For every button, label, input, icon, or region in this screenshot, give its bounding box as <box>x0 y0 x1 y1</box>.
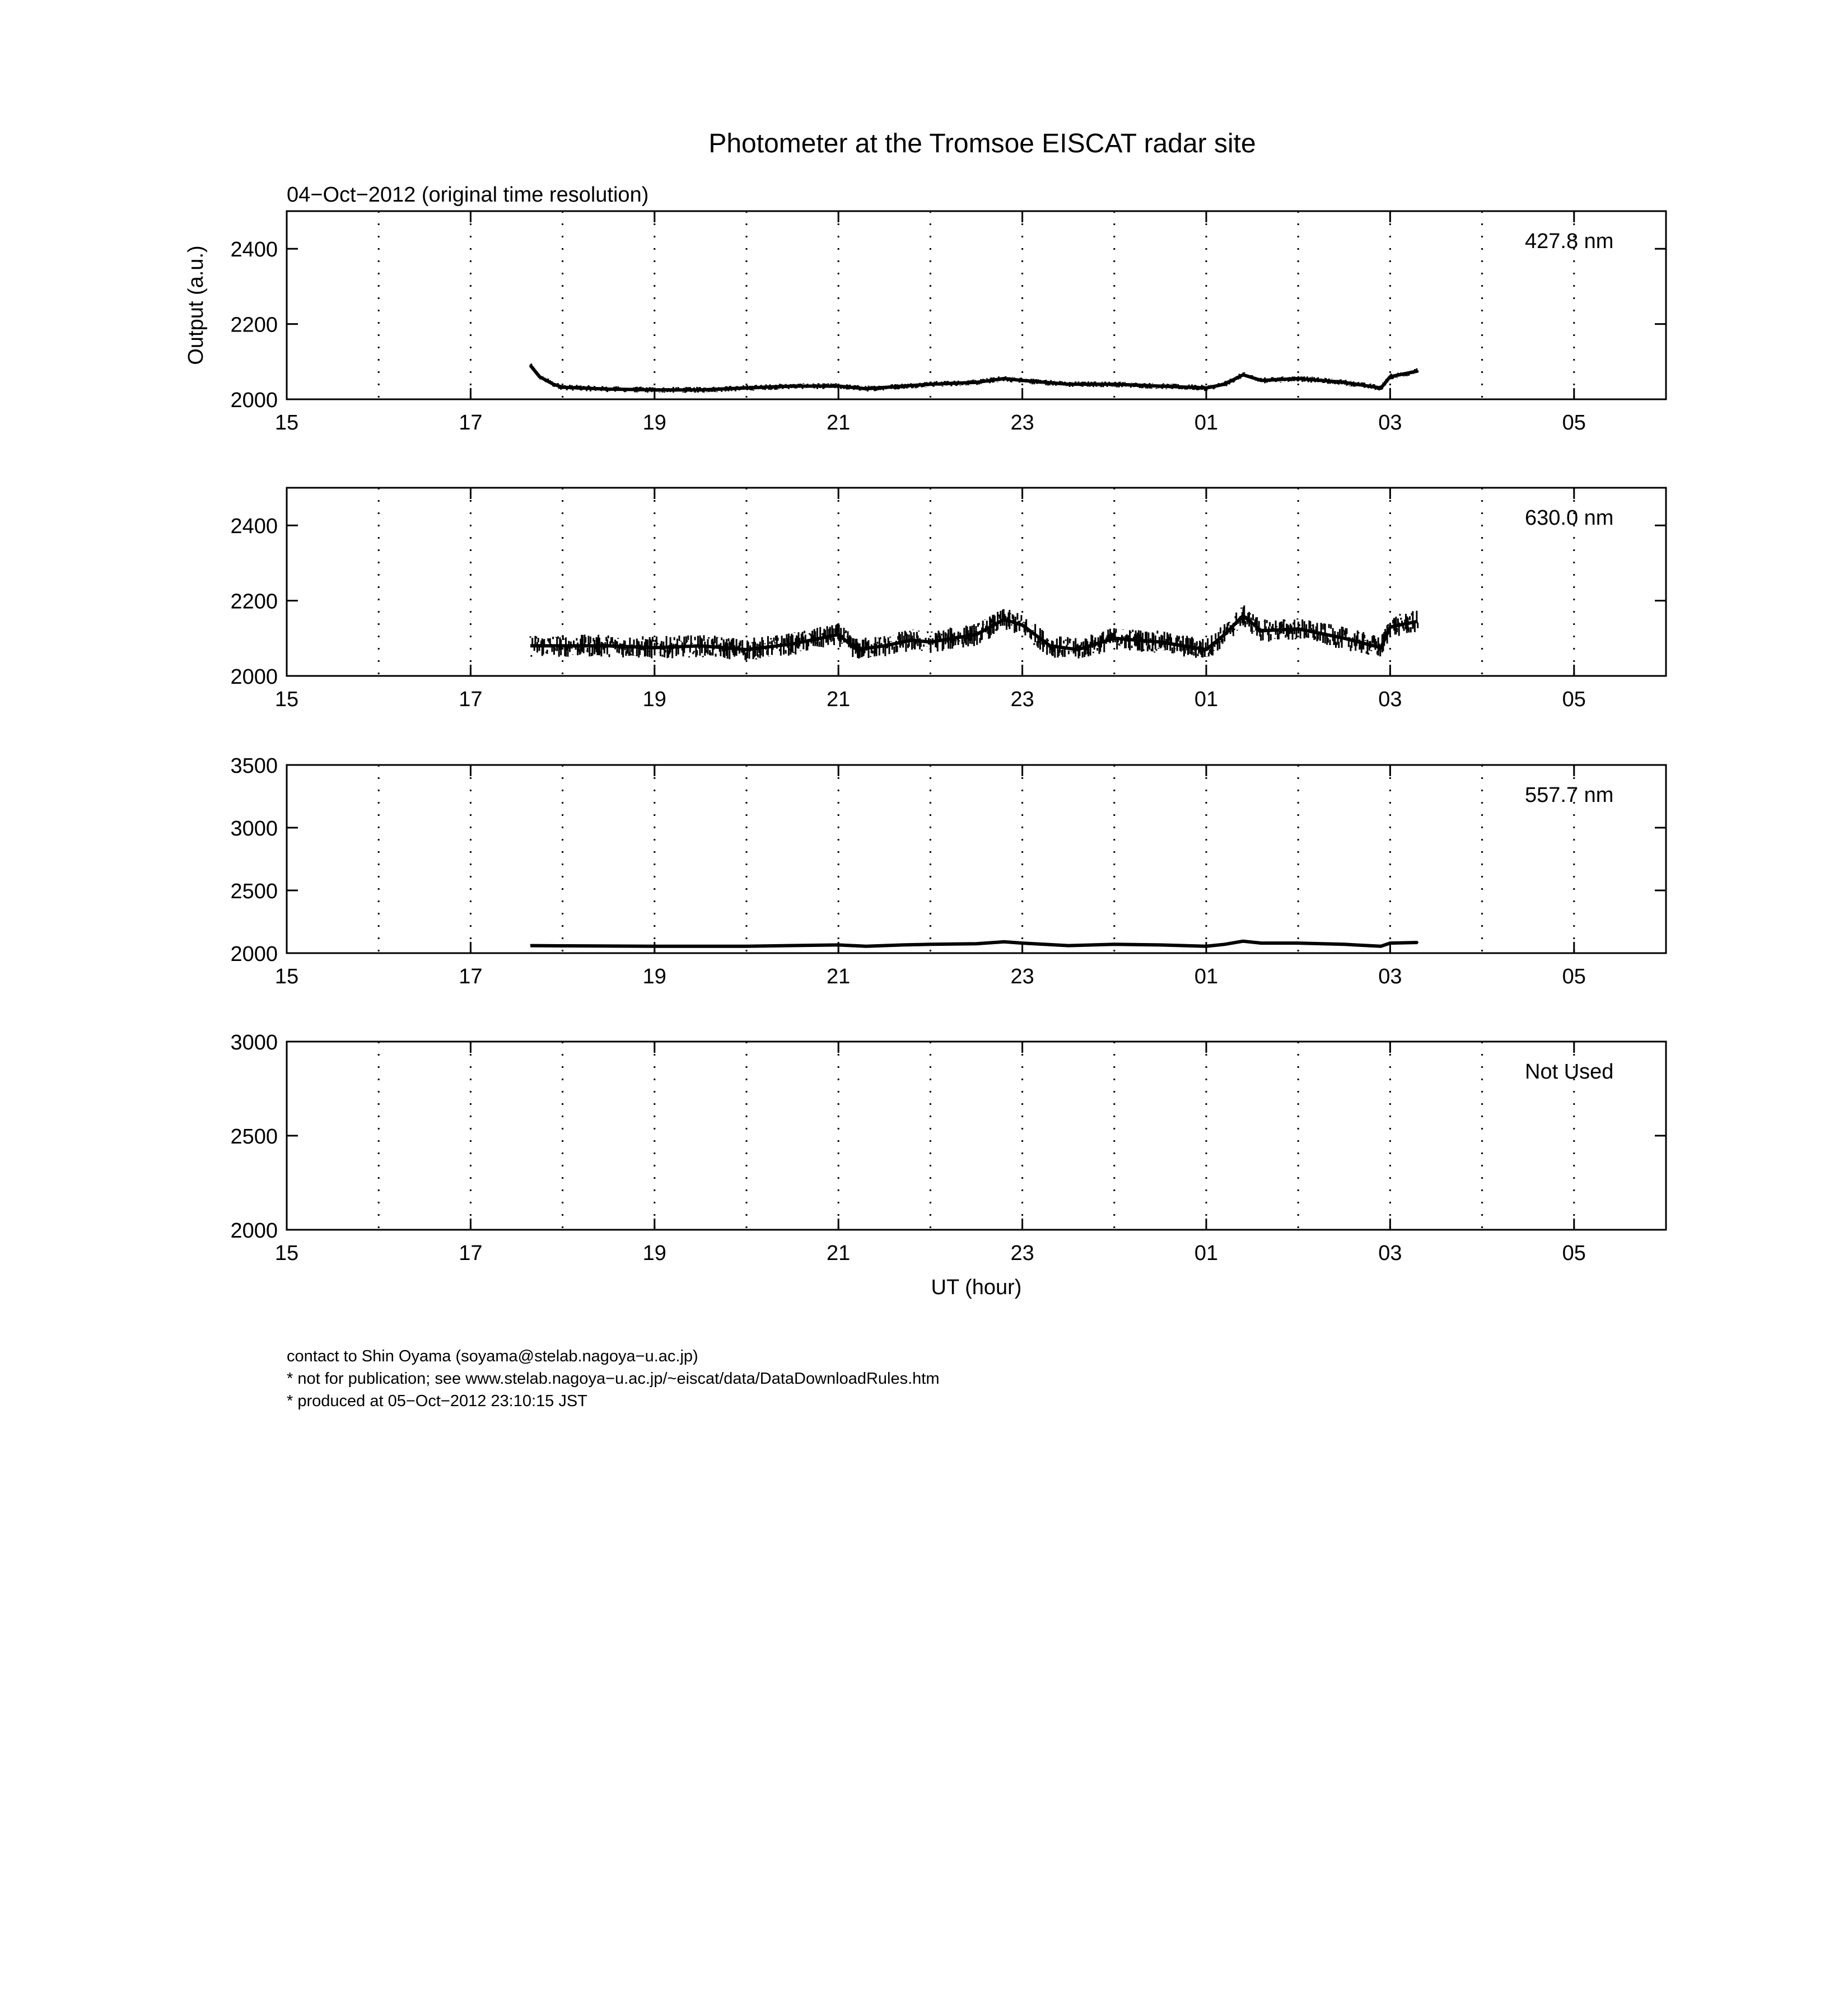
x-tick-label: 15 <box>274 1242 299 1265</box>
x-tick-label: 17 <box>459 1242 483 1265</box>
x-tick-label: 05 <box>1562 965 1586 988</box>
x-tick-label: 21 <box>827 1242 851 1265</box>
x-tick-label: 01 <box>1194 965 1219 988</box>
y-tick-label: 2200 <box>230 590 278 614</box>
x-tick-label: 15 <box>274 688 299 711</box>
x-tick-label: 17 <box>459 411 483 435</box>
series-line <box>530 941 1418 946</box>
figure-title: Photometer at the Tromsoe EISCAT radar site <box>708 129 1256 158</box>
y-tick-label: 3500 <box>230 754 278 778</box>
panel-label: 427.8 nm <box>1525 230 1614 253</box>
y-tick-label: 2000 <box>230 1219 278 1243</box>
footer-notes <box>287 1345 940 1412</box>
x-tick-label: 05 <box>1562 688 1586 711</box>
x-tick-label: 03 <box>1378 688 1402 711</box>
x-tick-label: 05 <box>1562 1242 1586 1265</box>
chart-panel-3 <box>230 754 1666 988</box>
y-tick-label: 2000 <box>230 389 278 412</box>
x-tick-label: 23 <box>1010 1242 1034 1265</box>
footer-publication-note: * not for publication; see www.stelab.nagoya−u.ac.jp/~eiscat/data/DataDownloadRules.htm <box>287 1370 940 1388</box>
x-tick-label: 01 <box>1194 411 1219 435</box>
x-tick-label: 05 <box>1562 411 1586 435</box>
axes-frame <box>287 1042 1666 1230</box>
axes-frame <box>287 211 1666 399</box>
x-tick-label: 01 <box>1194 688 1219 711</box>
x-tick-label: 03 <box>1378 411 1402 435</box>
y-tick-label: 2000 <box>230 665 278 689</box>
footer-contact: contact to Shin Oyama (soyama@stelab.nagoya−u.ac.jp) <box>287 1347 698 1365</box>
series-noise <box>530 363 1418 393</box>
x-tick-label: 15 <box>274 411 299 435</box>
x-tick-label: 19 <box>642 688 666 711</box>
x-tick-label: 19 <box>642 411 666 435</box>
x-tick-label: 23 <box>1010 688 1034 711</box>
x-tick-label: 19 <box>642 1242 666 1265</box>
panel-label: Not Used <box>1525 1060 1614 1084</box>
x-tick-label: 23 <box>1010 411 1034 435</box>
x-tick-label: 17 <box>459 965 483 988</box>
x-tick-label: 19 <box>642 965 666 988</box>
y-tick-label: 2500 <box>230 880 278 903</box>
x-tick-label: 21 <box>827 411 851 435</box>
y-tick-label: 3000 <box>230 1031 278 1054</box>
panels-group <box>184 211 1666 1299</box>
series-noise <box>530 605 1418 660</box>
axes-frame <box>287 488 1666 676</box>
x-tick-label: 15 <box>274 965 299 988</box>
footer-produced-time: * produced at 05−Oct−2012 23:10:15 JST <box>287 1392 587 1410</box>
x-tick-label: 03 <box>1378 965 1402 988</box>
x-tick-label: 21 <box>827 965 851 988</box>
chart-panel-2 <box>230 488 1666 711</box>
panel-label: 557.7 nm <box>1525 783 1614 807</box>
y-tick-label: 2200 <box>230 313 278 337</box>
y-tick-label: 2400 <box>230 238 278 262</box>
figure-subtitle: 04−Oct−2012 (original time resolution) <box>287 183 649 207</box>
x-tick-label: 01 <box>1194 1242 1219 1265</box>
y-tick-label: 3000 <box>230 817 278 841</box>
panel-label: 630.0 nm <box>1525 506 1614 530</box>
x-tick-label: 21 <box>827 688 851 711</box>
axes-frame <box>287 765 1666 953</box>
x-tick-label: 23 <box>1010 965 1034 988</box>
y-tick-label: 2500 <box>230 1125 278 1149</box>
x-tick-label: 17 <box>459 688 483 711</box>
y-tick-label: 2400 <box>230 515 278 539</box>
x-axis-label: UT (hour) <box>931 1276 1022 1299</box>
chart-panel-4 <box>230 1031 1666 1299</box>
series-line <box>530 366 1418 390</box>
y-tick-label: 2000 <box>230 942 278 966</box>
y-axis-label: Output (a.u.) <box>184 245 208 365</box>
x-tick-label: 03 <box>1378 1242 1402 1265</box>
chart-panel-1 <box>184 211 1666 435</box>
